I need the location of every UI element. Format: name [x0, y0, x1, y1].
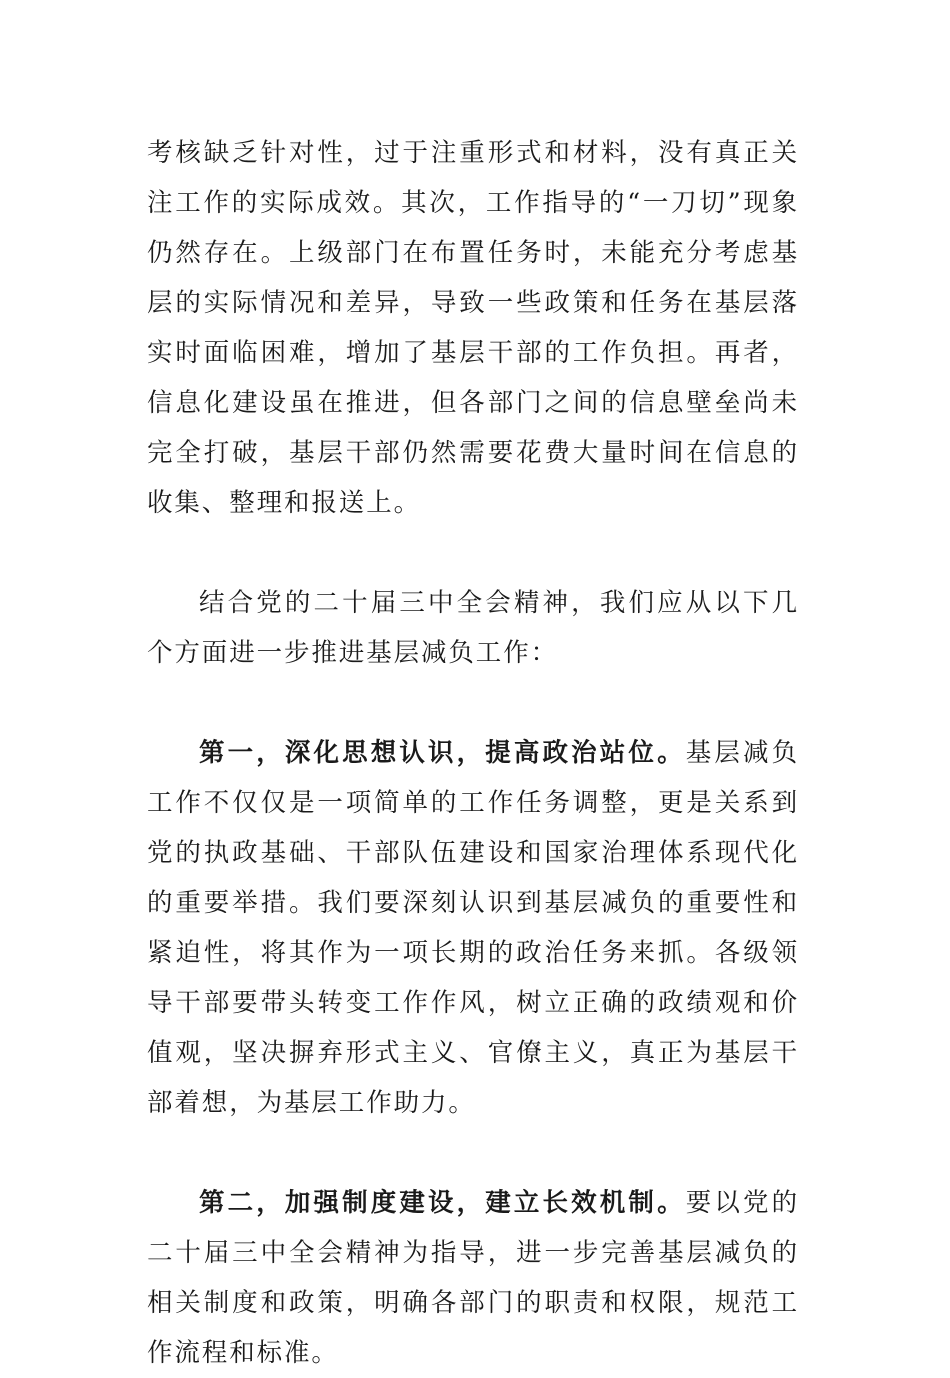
- paragraph-lead-heading: 第一，深化思想认识，提高政治站位。: [199, 738, 686, 768]
- paragraph-point-two: [147, 1178, 799, 1378]
- paragraph-lead-heading: 第二，加强制度建设，建立长效机制。: [199, 1188, 686, 1218]
- document-body: [147, 128, 799, 1378]
- paragraph-continuation: [147, 128, 799, 528]
- paragraph-text: 考核缺乏针对性，过于注重形式和材料，没有真正关注工作的实际成效。其次，工作指导的“一刀切”现象仍然存在。上级部门在布置任务时，未能充分考虑基层的实际情况和差异，导致一些政策和任务在基层落实时面临困难，增加了基层干部的工作负担。再者，信息化建设虽在推进，但各部门之间的信息壁垒尚未完全打破，基层干部仍然需要花费大量时间在信息的收集、整理和报送上。: [147, 138, 799, 518]
- paragraph-gap: [147, 528, 799, 578]
- paragraph-text: 结合党的二十届三中全会精神，我们应从以下几个方面进一步推进基层减负工作：: [147, 588, 799, 668]
- paragraph-intro: [147, 578, 799, 678]
- paragraph-text: 要以党的二十届三中全会精神为指导，进一步完善基层减负的相关制度和政策，明确各部门的职责和权限，规范工作流程和标准。: [147, 1188, 799, 1368]
- paragraph-gap: [147, 1128, 799, 1178]
- paragraph-gap: [147, 678, 799, 728]
- paragraph-text: 基层减负工作不仅仅是一项简单的工作任务调整，更是关系到党的执政基础、干部队伍建设和国家治理体系现代化的重要举措。我们要深刻认识到基层减负的重要性和紧迫性，将其作为一项长期的政治任务来抓。各级领导干部要带头转变工作作风，树立正确的政绩观和价值观，坚决摒弃形式主义、官僚主义，真正为基层干部着想，为基层工作助力。: [147, 738, 799, 1118]
- paragraph-point-one: [147, 728, 799, 1128]
